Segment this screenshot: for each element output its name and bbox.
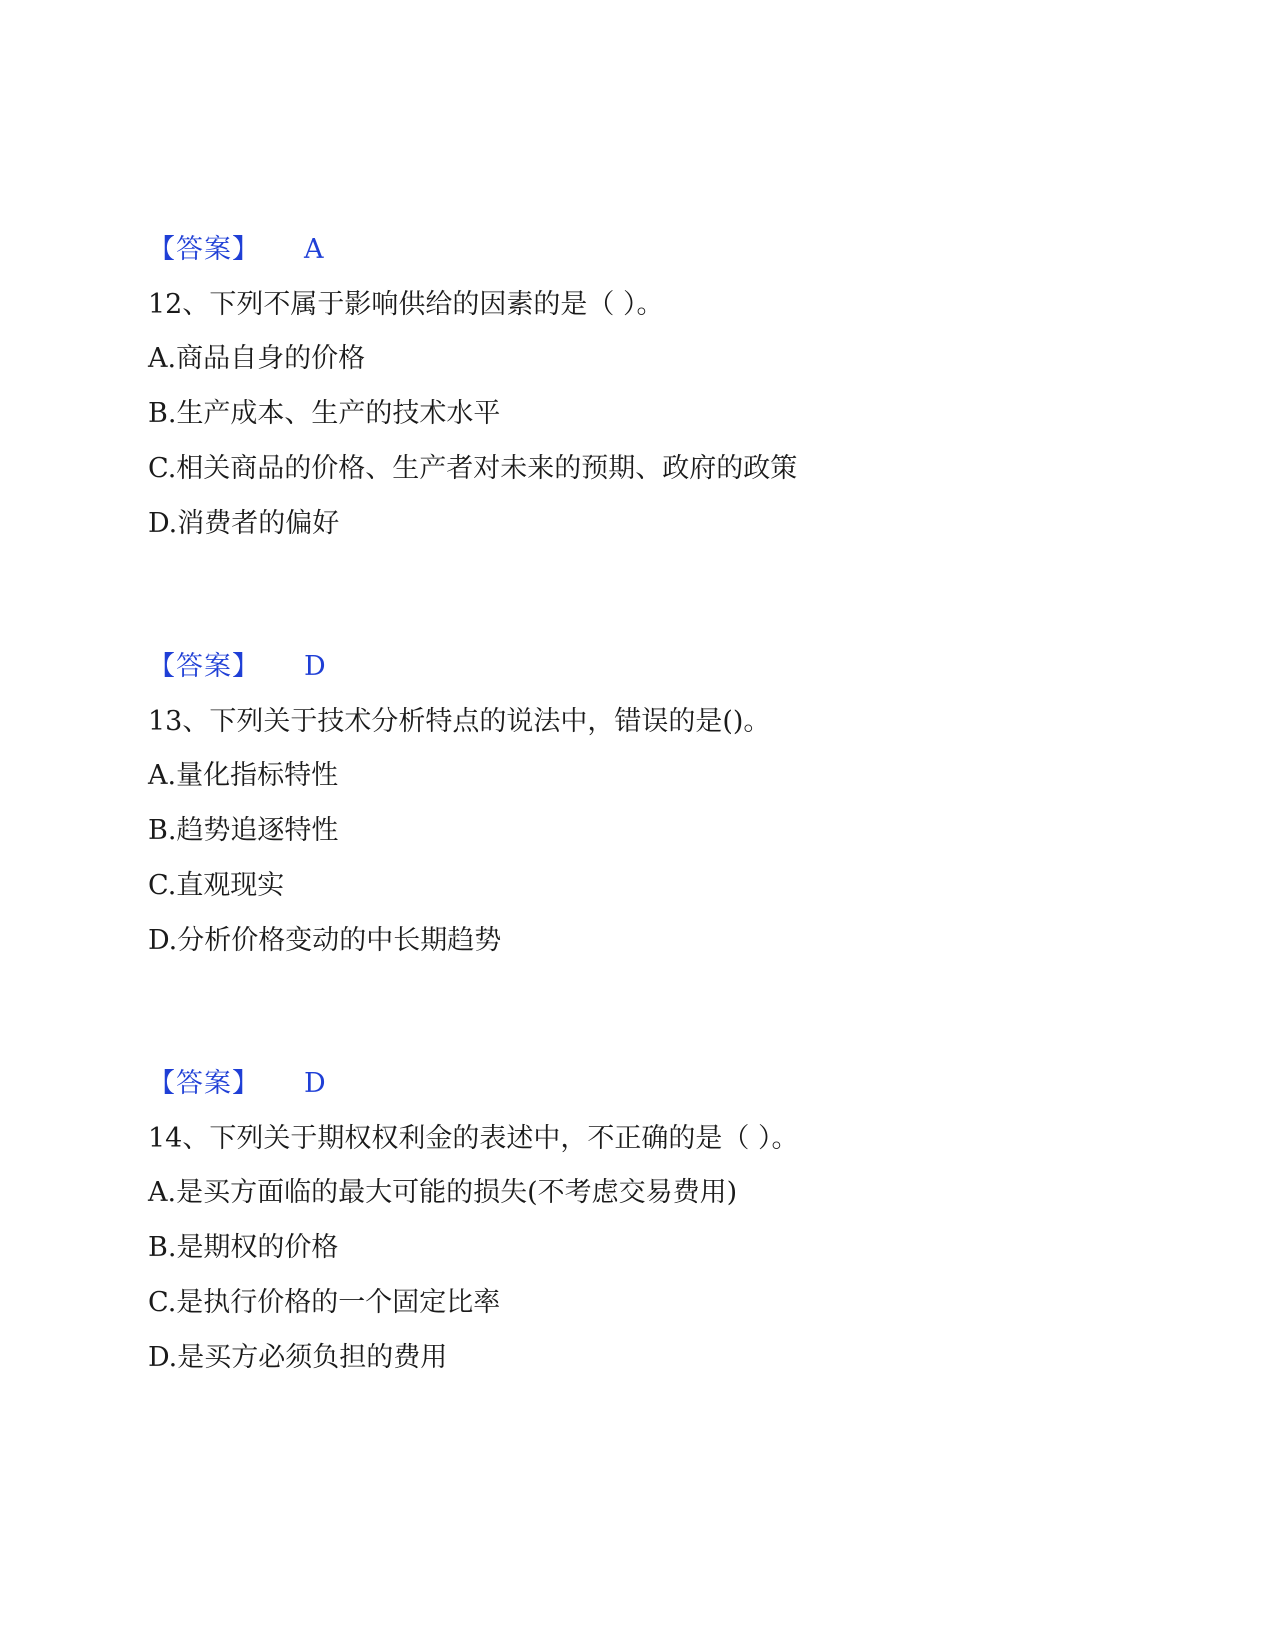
answer-tag: 【答案】 bbox=[148, 234, 260, 265]
option-a bbox=[148, 339, 365, 379]
answer-tag: 【答案】 bbox=[148, 651, 260, 682]
option-label: A. bbox=[148, 760, 177, 791]
answer-value: A bbox=[304, 234, 324, 265]
question-text: 13、下列关于技术分析特点的说法中，错误的是()。 bbox=[148, 706, 771, 737]
option-label: C. bbox=[148, 453, 177, 484]
answer-line bbox=[148, 1064, 326, 1104]
option-label: A. bbox=[148, 343, 177, 374]
option-label: D. bbox=[148, 925, 178, 956]
answer-tag: 【答案】 bbox=[148, 1068, 260, 1099]
option-a bbox=[148, 1173, 737, 1213]
option-text: 相关商品的价格、生产者对未来的预期、政府的政策 bbox=[176, 453, 798, 484]
option-label: B. bbox=[148, 815, 177, 846]
option-c bbox=[148, 449, 797, 489]
option-b bbox=[148, 811, 338, 851]
option-a bbox=[148, 756, 338, 796]
option-text: 趋势追逐特性 bbox=[176, 815, 339, 846]
option-text: 是执行价格的一个固定比率 bbox=[176, 1287, 501, 1318]
option-label: C. bbox=[148, 1287, 177, 1318]
option-label: C. bbox=[148, 870, 177, 901]
option-c bbox=[148, 866, 284, 906]
option-text: 生产成本、生产的技术水平 bbox=[176, 398, 501, 429]
answer-line bbox=[148, 230, 324, 270]
option-text: 是期权的价格 bbox=[176, 1232, 339, 1263]
option-label: D. bbox=[148, 508, 178, 539]
option-label: D. bbox=[148, 1342, 178, 1373]
question-text: 12、下列不属于影响供给的因素的是（ ）。 bbox=[148, 289, 664, 320]
option-c bbox=[148, 1283, 500, 1323]
option-text: 直观现实 bbox=[176, 870, 285, 901]
option-d bbox=[148, 504, 339, 544]
question-text: 14、下列关于期权权利金的表述中，不正确的是（ ）。 bbox=[148, 1123, 799, 1154]
answer-value: D bbox=[304, 1068, 326, 1099]
option-label: A. bbox=[148, 1177, 177, 1208]
option-text: 是买方必须负担的费用 bbox=[177, 1342, 448, 1373]
option-text: 量化指标特性 bbox=[176, 760, 339, 791]
answer-value: D bbox=[304, 651, 326, 682]
option-text: 分析价格变动的中长期趋势 bbox=[177, 925, 502, 956]
option-label: B. bbox=[148, 398, 177, 429]
answer-line bbox=[148, 647, 326, 687]
option-text: 商品自身的价格 bbox=[176, 343, 366, 374]
option-label: B. bbox=[148, 1232, 177, 1263]
option-b bbox=[148, 1228, 338, 1268]
option-b bbox=[148, 394, 500, 434]
option-d bbox=[148, 921, 501, 961]
option-text: 是买方面临的最大可能的损失(不考虑交易费用) bbox=[176, 1177, 738, 1208]
option-text: 消费者的偏好 bbox=[177, 508, 340, 539]
option-d bbox=[148, 1338, 447, 1378]
